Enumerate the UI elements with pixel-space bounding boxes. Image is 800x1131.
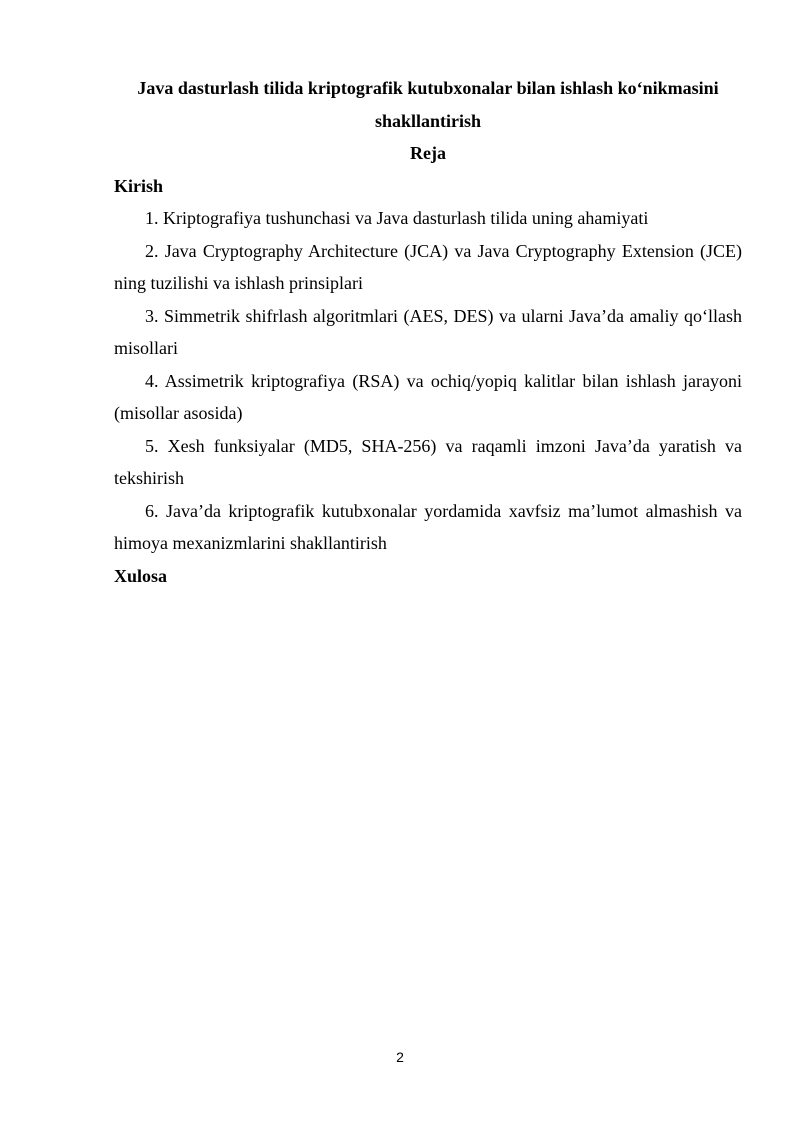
- plan-item: [114, 300, 742, 365]
- plan-item: [114, 430, 742, 495]
- plan-item: [114, 235, 742, 300]
- plan-item-text: Java’da kriptografik kutubxonalar yordamida xavfsiz ma’lumot almashish va himoya mexanizmlarini shakllantirish: [114, 500, 743, 553]
- plan-item: [114, 495, 742, 560]
- plan-heading: Reja: [410, 143, 446, 163]
- plan-list: [114, 202, 742, 560]
- plan-item-number: 6.: [145, 500, 159, 521]
- plan-item-number: 3.: [145, 305, 159, 326]
- plan-item-text: Assimetrik kriptografiya (RSA) va ochiq/yopiq kalitlar bilan ishlash jarayoni (misollar asosida): [114, 370, 742, 423]
- plan-item-number: 2.: [145, 240, 159, 261]
- intro-heading: Kirish: [114, 175, 164, 196]
- plan-item: [114, 202, 742, 235]
- plan-item: [114, 365, 742, 430]
- conclusion-heading: Xulosa: [114, 565, 168, 586]
- plan-item-text: Simmetrik shifrlash algoritmlari (AES, DES) va ularni Java’da amaliy qo‘llash misollari: [114, 305, 743, 358]
- page-number: 2: [396, 1049, 404, 1065]
- plan-item-number: 1.: [145, 208, 159, 228]
- plan-item-text: Java Cryptography Architecture (JCA) va Java Cryptography Extension (JCE) ning tuzilishi va ishlash prinsiplari: [114, 240, 742, 293]
- plan-item-text: Xesh funksiyalar (MD5, SHA-256) va raqamli imzoni Java’da yaratish va tekshirish: [114, 435, 743, 488]
- plan-item-number: 4.: [145, 370, 159, 391]
- plan-item-number: 5.: [145, 435, 159, 456]
- page-content: [114, 72, 742, 592]
- document-title: Java dasturlash tilida kriptografik kutubxonalar bilan ishlash ko‘nikmasini shakllantirish: [137, 78, 719, 131]
- plan-item-text: Kriptografiya tushunchasi va Java dasturlash tilida uning ahamiyati: [163, 208, 649, 228]
